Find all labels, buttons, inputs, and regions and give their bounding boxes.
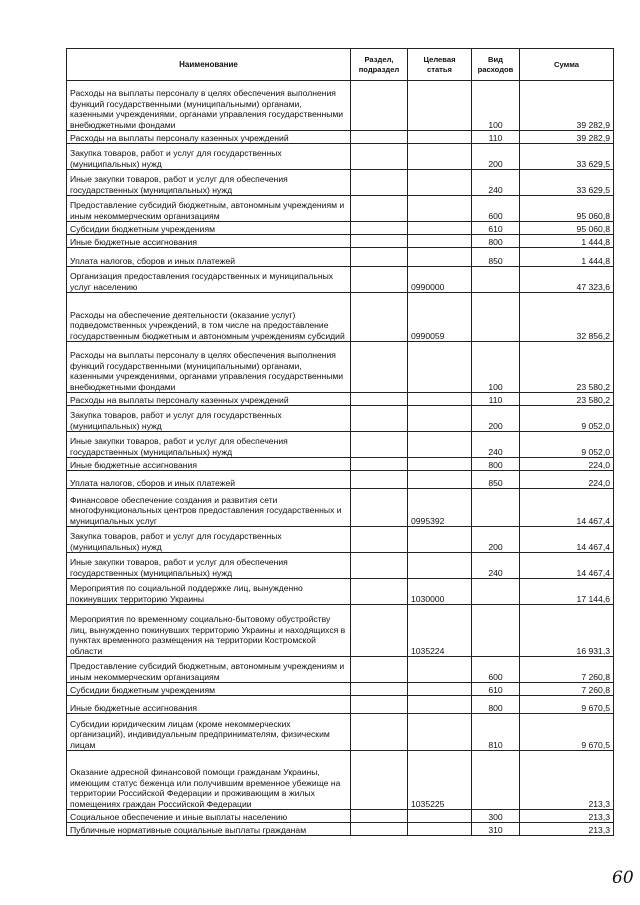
table-row <box>67 342 614 393</box>
table-row <box>67 144 614 170</box>
row-amount-cell: 213,3 <box>520 810 614 823</box>
table-row <box>67 471 614 489</box>
row-name-cell: Предоставление субсидий бюджетным, автономным учреждениям и иным некоммерческим организациям <box>67 196 351 222</box>
row-type-cell <box>472 293 520 342</box>
row-amount-cell: 224,0 <box>520 458 614 471</box>
row-section-cell <box>351 810 408 823</box>
header-section: Раздел, подраздел <box>351 49 408 81</box>
table-row <box>67 170 614 196</box>
row-name-cell: Расходы на выплаты персоналу казенных учреждений <box>67 393 351 406</box>
table-row <box>67 81 614 131</box>
row-section-cell <box>351 81 408 131</box>
row-type-cell: 110 <box>472 393 520 406</box>
row-target-cell <box>408 553 472 579</box>
table-row <box>67 222 614 235</box>
row-amount-cell: 213,3 <box>520 823 614 836</box>
row-target-cell <box>408 342 472 393</box>
row-target-cell <box>408 458 472 471</box>
row-amount-cell: 33 629,5 <box>520 144 614 170</box>
table-row <box>67 131 614 144</box>
row-amount-cell: 33 629,5 <box>520 170 614 196</box>
row-target-cell <box>408 235 472 248</box>
row-target-cell <box>408 471 472 489</box>
row-name-cell: Закупка товаров, работ и услуг для государственных (муниципальных) нужд <box>67 406 351 432</box>
row-name-cell: Расходы на обеспечение деятельности (оказание услуг) подведомственных учреждений, в том числе на предоставление государственным бюджетным и автономным учреждениям субсидий <box>67 293 351 342</box>
row-target-cell <box>408 406 472 432</box>
row-amount-cell: 1 444,8 <box>520 248 614 267</box>
row-target-cell <box>408 196 472 222</box>
header-amount: Сумма <box>520 49 614 81</box>
row-name-cell: Финансовое обеспечение создания и развития сети многофункциональных центров предоставления государственных и муниципальных услуг <box>67 489 351 527</box>
row-name-cell: Расходы на выплаты персоналу казенных учреждений <box>67 131 351 144</box>
row-target-cell: 0990059 <box>408 293 472 342</box>
row-section-cell <box>351 144 408 170</box>
row-name-cell: Расходы на выплаты персоналу в целях обеспечения выполнения функций государственными (муниципальными) органами, казенными учреждениями, органами управления государственными внебюджетными фондами <box>67 342 351 393</box>
table-row <box>67 553 614 579</box>
table-row <box>67 196 614 222</box>
row-type-cell <box>472 267 520 293</box>
row-name-cell: Расходы на выплаты персоналу в целях обеспечения выполнения функций государственными (муниципальными) органами, казенными учреждениями, органами управления государственными внебюджетными фондами <box>67 81 351 131</box>
row-type-cell: 100 <box>472 81 520 131</box>
row-name-cell: Закупка товаров, работ и услуг для государственных (муниципальных) нужд <box>67 527 351 553</box>
row-type-cell: 800 <box>472 458 520 471</box>
row-amount-cell: 213,3 <box>520 751 614 810</box>
row-target-cell: 0995392 <box>408 489 472 527</box>
table-row <box>67 235 614 248</box>
row-type-cell: 200 <box>472 406 520 432</box>
row-target-cell <box>408 81 472 131</box>
row-target-cell <box>408 222 472 235</box>
row-type-cell: 110 <box>472 131 520 144</box>
row-section-cell <box>351 248 408 267</box>
row-target-cell <box>408 683 472 696</box>
row-section-cell <box>351 683 408 696</box>
row-name-cell: Субсидии юридическим лицам (кроме некоммерческих организаций), индивидуальным предпринимателям, физическим лицам <box>67 714 351 751</box>
row-target-cell: 1035224 <box>408 605 472 657</box>
row-section-cell <box>351 471 408 489</box>
row-amount-cell: 14 467,4 <box>520 527 614 553</box>
row-amount-cell: 9 670,5 <box>520 714 614 751</box>
budget-table <box>66 48 614 836</box>
row-name-cell: Оказание адресной финансовой помощи гражданам Украины, имеющим статус беженца или получившим временное убежище на территории Российской Федерации и проживающим в жилых помещениях граждан Российской Федерации <box>67 751 351 810</box>
page-number: 60 <box>612 868 634 888</box>
row-target-cell <box>408 696 472 714</box>
row-name-cell: Иные закупки товаров, работ и услуг для обеспечения государственных (муниципальных) нужд <box>67 553 351 579</box>
row-section-cell <box>351 432 408 458</box>
row-type-cell: 300 <box>472 810 520 823</box>
row-section-cell <box>351 170 408 196</box>
table-row <box>67 657 614 683</box>
row-target-cell: 1030000 <box>408 579 472 605</box>
row-name-cell: Иные бюджетные ассигнования <box>67 696 351 714</box>
row-name-cell: Организация предоставления государственных и муниципальных услуг населению <box>67 267 351 293</box>
row-target-cell: 1035225 <box>408 751 472 810</box>
table-row <box>67 267 614 293</box>
row-amount-cell: 224,0 <box>520 471 614 489</box>
row-section-cell <box>351 605 408 657</box>
row-section-cell <box>351 131 408 144</box>
table-body <box>67 81 614 836</box>
row-type-cell: 240 <box>472 553 520 579</box>
row-amount-cell: 9 052,0 <box>520 406 614 432</box>
row-target-cell <box>408 393 472 406</box>
table-row <box>67 823 614 836</box>
row-section-cell <box>351 222 408 235</box>
row-type-cell <box>472 605 520 657</box>
row-type-cell: 800 <box>472 696 520 714</box>
row-section-cell <box>351 823 408 836</box>
row-target-cell <box>408 810 472 823</box>
row-type-cell: 610 <box>472 683 520 696</box>
row-section-cell <box>351 342 408 393</box>
row-name-cell: Мероприятия по временному социально-бытовому обустройству лиц, вынужденно покинувших территорию Украины и находящихся в пунктах временного размещения на территории Костромской области <box>67 605 351 657</box>
row-name-cell: Социальное обеспечение и иные выплаты населению <box>67 810 351 823</box>
row-name-cell: Мероприятия по социальной поддержке лиц, вынужденно покинувших территорию Украины <box>67 579 351 605</box>
row-section-cell <box>351 293 408 342</box>
table-row <box>67 406 614 432</box>
row-name-cell: Иные закупки товаров, работ и услуг для обеспечения государственных (муниципальных) нужд <box>67 432 351 458</box>
row-amount-cell: 7 260,8 <box>520 657 614 683</box>
row-section-cell <box>351 696 408 714</box>
row-target-cell <box>408 657 472 683</box>
row-type-cell <box>472 751 520 810</box>
row-type-cell: 240 <box>472 432 520 458</box>
row-target-cell <box>408 170 472 196</box>
row-amount-cell: 39 282,9 <box>520 81 614 131</box>
row-section-cell <box>351 489 408 527</box>
row-name-cell: Закупка товаров, работ и услуг для государственных (муниципальных) нужд <box>67 144 351 170</box>
row-target-cell <box>408 144 472 170</box>
row-name-cell: Иные закупки товаров, работ и услуг для обеспечения государственных (муниципальных) нужд <box>67 170 351 196</box>
row-section-cell <box>351 527 408 553</box>
table-row <box>67 432 614 458</box>
row-target-cell: 0990000 <box>408 267 472 293</box>
row-amount-cell: 39 282,9 <box>520 131 614 144</box>
row-target-cell <box>408 248 472 267</box>
row-amount-cell: 95 060,8 <box>520 222 614 235</box>
header-target: Целевая статья <box>408 49 472 81</box>
row-type-cell: 200 <box>472 144 520 170</box>
row-target-cell <box>408 527 472 553</box>
row-name-cell: Уплата налогов, сборов и иных платежей <box>67 471 351 489</box>
table-row <box>67 810 614 823</box>
row-target-cell <box>408 714 472 751</box>
row-name-cell: Уплата налогов, сборов и иных платежей <box>67 248 351 267</box>
row-amount-cell: 47 323,6 <box>520 267 614 293</box>
row-type-cell: 100 <box>472 342 520 393</box>
row-name-cell: Предоставление субсидий бюджетным, автономным учреждениям и иным некоммерческим организациям <box>67 657 351 683</box>
row-amount-cell: 16 931,3 <box>520 605 614 657</box>
row-amount-cell: 23 580,2 <box>520 342 614 393</box>
row-name-cell: Субсидии бюджетным учреждениям <box>67 683 351 696</box>
row-section-cell <box>351 579 408 605</box>
row-type-cell: 800 <box>472 235 520 248</box>
row-type-cell: 610 <box>472 222 520 235</box>
row-amount-cell: 9 052,0 <box>520 432 614 458</box>
table-row <box>67 489 614 527</box>
row-name-cell: Субсидии бюджетным учреждениям <box>67 222 351 235</box>
row-section-cell <box>351 406 408 432</box>
row-target-cell <box>408 823 472 836</box>
table-row <box>67 579 614 605</box>
row-type-cell: 200 <box>472 527 520 553</box>
row-section-cell <box>351 714 408 751</box>
row-section-cell <box>351 553 408 579</box>
row-type-cell: 600 <box>472 657 520 683</box>
row-name-cell: Иные бюджетные ассигнования <box>67 458 351 471</box>
row-type-cell: 850 <box>472 471 520 489</box>
row-target-cell <box>408 432 472 458</box>
row-section-cell <box>351 657 408 683</box>
table-row <box>67 393 614 406</box>
row-amount-cell: 23 580,2 <box>520 393 614 406</box>
row-target-cell <box>408 131 472 144</box>
row-section-cell <box>351 267 408 293</box>
row-amount-cell: 32 856,2 <box>520 293 614 342</box>
table-row <box>67 696 614 714</box>
row-amount-cell: 7 260,8 <box>520 683 614 696</box>
table-row <box>67 527 614 553</box>
row-type-cell: 240 <box>472 170 520 196</box>
row-section-cell <box>351 458 408 471</box>
row-name-cell: Публичные нормативные социальные выплаты гражданам <box>67 823 351 836</box>
row-type-cell: 310 <box>472 823 520 836</box>
header-name: Наименование <box>67 49 351 81</box>
row-type-cell <box>472 489 520 527</box>
table-row <box>67 248 614 267</box>
row-amount-cell: 14 467,4 <box>520 553 614 579</box>
table-row <box>67 714 614 751</box>
table-row <box>67 751 614 810</box>
row-amount-cell: 14 467,4 <box>520 489 614 527</box>
row-amount-cell: 95 060,8 <box>520 196 614 222</box>
row-section-cell <box>351 235 408 248</box>
row-type-cell: 600 <box>472 196 520 222</box>
row-amount-cell: 17 144,6 <box>520 579 614 605</box>
table-row <box>67 683 614 696</box>
row-type-cell: 810 <box>472 714 520 751</box>
row-name-cell: Иные бюджетные ассигнования <box>67 235 351 248</box>
row-section-cell <box>351 393 408 406</box>
header-type: Вид расходов <box>472 49 520 81</box>
table-row <box>67 458 614 471</box>
row-section-cell <box>351 751 408 810</box>
row-amount-cell: 1 444,8 <box>520 235 614 248</box>
row-type-cell: 850 <box>472 248 520 267</box>
table-row <box>67 293 614 342</box>
table-row <box>67 605 614 657</box>
table-header <box>67 49 614 81</box>
row-amount-cell: 9 670,5 <box>520 696 614 714</box>
row-type-cell <box>472 579 520 605</box>
row-section-cell <box>351 196 408 222</box>
